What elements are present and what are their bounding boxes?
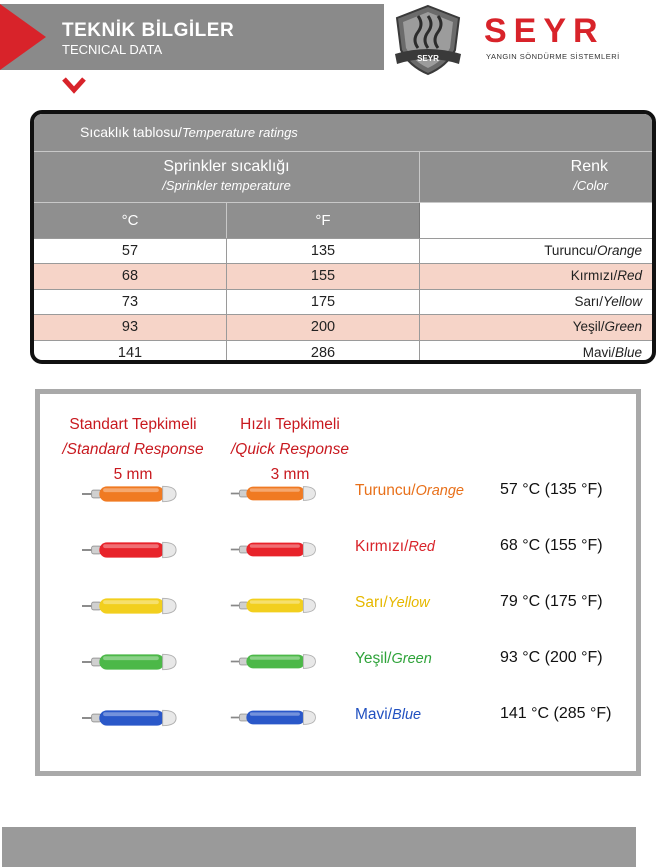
unit-fahrenheit: °F	[227, 203, 420, 239]
table-header-row	[34, 151, 652, 203]
header-color: Renk /Color	[570, 158, 608, 193]
cell-celsius: 68	[34, 264, 227, 288]
quick-bulb-red	[226, 540, 322, 564]
bulb-temperature: 57 °C (135 °F)	[500, 481, 603, 498]
quick-response-heading: Hızlı Tepkimeli /Quick Response 3 mm	[230, 416, 350, 483]
quick-bulb-yellow	[226, 596, 322, 620]
table-title-bar	[34, 114, 652, 151]
cell-fahrenheit: 200	[227, 315, 420, 339]
bulb-temperature: 93 °C (200 °F)	[500, 649, 603, 666]
cell-color: Kırmızı/Red	[570, 268, 642, 284]
chevron-down-icon	[62, 76, 86, 96]
page-title: TEKNİK BİLGİLER	[62, 20, 235, 41]
table-row	[34, 238, 652, 263]
cell-color: Sarı/Yellow	[574, 293, 642, 309]
bulb-temperature: 141 °C (285 °F)	[500, 705, 612, 722]
bulb-color-label: Kırmızı/Red	[355, 538, 435, 555]
bulb-color-label: Turuncu/Orange	[355, 482, 464, 499]
header-sprinkler-temperature: Sprinkler sıcaklığı /Sprinkler temperature	[34, 152, 420, 203]
standard-bulb-yellow	[82, 595, 178, 622]
standard-response-heading: Standart Tepkimeli /Standard Response 5 mm	[62, 416, 204, 483]
header-triangle-icon	[0, 4, 46, 70]
quick-bulb-blue	[226, 708, 322, 732]
table-row	[34, 289, 652, 314]
table-row	[34, 340, 652, 364]
table-unit-row	[34, 202, 652, 239]
bulb-temperature: 79 °C (175 °F)	[500, 593, 603, 610]
unit-celsius: °C	[34, 203, 227, 239]
cell-color: Turuncu/Orange	[544, 243, 642, 258]
bulb-chart	[35, 389, 641, 776]
cell-celsius: 57	[34, 239, 227, 263]
bulb-color-label: Yeşil/Green	[355, 650, 432, 667]
quick-bulb-green	[226, 652, 322, 676]
brand-name: SEYR	[484, 12, 605, 50]
standard-bulb-red	[82, 539, 178, 566]
standard-bulb-green	[82, 651, 178, 678]
quick-bulb-orange	[226, 484, 322, 508]
footer-band	[2, 827, 636, 867]
standard-bulb-blue	[82, 707, 178, 734]
table-row	[34, 263, 652, 288]
page-subtitle: TECNICAL DATA	[62, 42, 163, 57]
unit-blank	[420, 203, 652, 239]
cell-fahrenheit: 155	[227, 264, 420, 288]
cell-celsius: 93	[34, 315, 227, 339]
cell-fahrenheit: 135	[227, 239, 420, 263]
table-title-en: Temperature ratings	[181, 125, 298, 140]
cell-fahrenheit: 175	[227, 290, 420, 314]
table-title: Sıcaklık tablosu/Temperature ratings	[80, 124, 298, 140]
standard-bulb-orange	[82, 483, 178, 510]
table-row	[34, 314, 652, 339]
cell-color: Yeşil/Green	[572, 319, 642, 335]
cell-color: Mavi/Blue	[582, 344, 642, 360]
shield-logo-text: SEYR	[417, 54, 439, 63]
bulb-color-label: Mavi/Blue	[355, 706, 422, 723]
cell-fahrenheit: 286	[227, 341, 420, 364]
cell-celsius: 73	[34, 290, 227, 314]
bulb-temperature: 68 °C (155 °F)	[500, 537, 603, 554]
cell-celsius: 141	[34, 341, 227, 364]
temperature-table	[30, 110, 656, 364]
bulb-color-label: Sarı/Yellow	[355, 594, 430, 611]
shield-logo-icon	[389, 4, 467, 76]
brand-subtitle: YANGIN SÖNDÜRME SİSTEMLERİ	[486, 52, 620, 61]
